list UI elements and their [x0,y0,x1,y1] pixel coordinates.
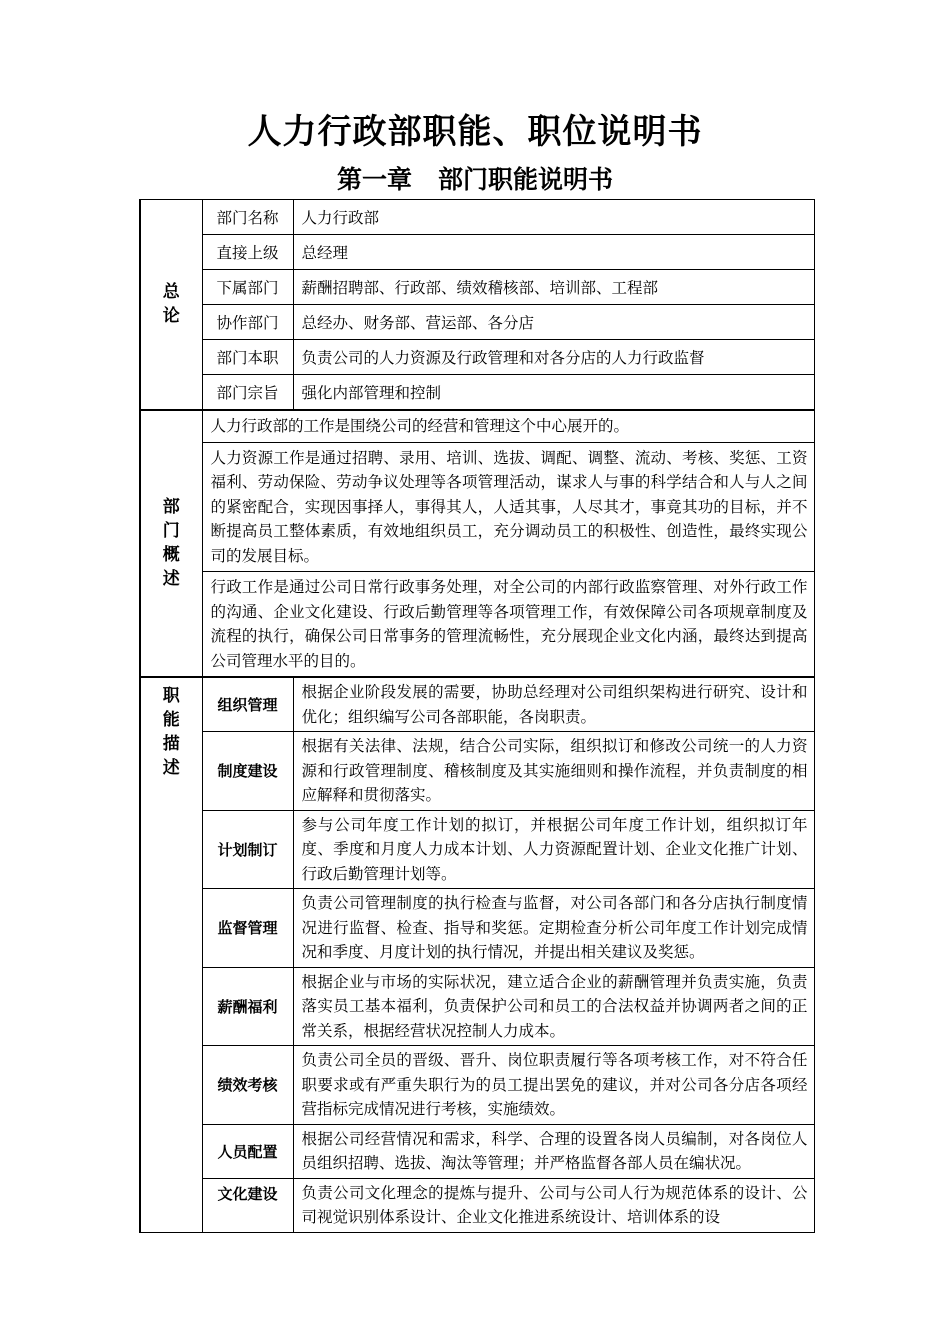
overview-paragraph: 人力行政部的工作是围绕公司的经营和管理这个中心展开的。 [202,410,814,442]
function-name: 组织管理 [202,677,293,732]
section-general-label: 总论 [140,200,202,411]
function-description: 参与公司年度工作计划的拟订，并根据公司年度工作计划，组织拟订年度、季度和月度人力成本计划、人力资源配置计划、企业文化推广计划、行政后勤管理计划等。 [293,810,814,889]
function-name: 人员配置 [202,1124,293,1178]
field-value: 负责公司的人力资源及行政管理和对各分店的人力行政监督 [293,340,814,375]
field-label: 部门本职 [202,340,293,375]
field-value: 薪酬招聘部、行政部、绩效稽核部、培训部、工程部 [293,270,814,305]
table-row [140,732,814,811]
table-row [140,270,814,305]
field-label: 协作部门 [202,305,293,340]
section-functions-label: 职能描述 [140,677,202,1232]
function-name: 文化建设 [202,1178,293,1232]
chapter-title: 部门职能说明书 [438,165,614,194]
field-value: 总经办、财务部、营运部、各分店 [293,305,814,340]
function-description: 根据公司经营情况和需求，科学、合理的设置各岗人员编制，对各岗位人员组织招聘、选拔、淘汰等管理；并严格监督各部人员在编状况。 [293,1124,814,1178]
table-row [140,1046,814,1125]
field-value: 强化内部管理和控制 [293,375,814,411]
table-row [140,1124,814,1178]
function-description: 根据企业与市场的实际状况，建立适合企业的薪酬管理并负责实施，负责落实员工基本福利，负责保护公司和员工的合法权益并协调两者之间的正常关系，根据经营状况控制人力成本。 [293,967,814,1046]
table-row [140,810,814,889]
function-name: 绩效考核 [202,1046,293,1125]
overview-paragraph: 行政工作是通过公司日常行政事务处理，对全公司的内部行政监察管理、对外行政工作的沟通、企业文化建设、行政后勤管理等各项管理工作，有效保障公司各项规章制度及流程的执行，确保公司日常事务的管理流畅性，充分展现企业文化内涵，最终达到提高公司管理水平的目的。 [202,572,814,678]
chapter-number: 第一章 [336,165,412,194]
function-name: 制度建设 [202,732,293,811]
field-label: 部门宗旨 [202,375,293,411]
table-row [140,235,814,270]
overview-paragraph: 人力资源工作是通过招聘、录用、培训、选拔、调配、调整、流动、考核、奖惩、工资福利、劳动保险、劳动争议处理等各项管理活动，谋求人与事的科学结合和人与人之间的紧密配合，实现因事择人，事得其人，人适其事，人尽其才，事竟其功的目标，并不断提高员工整体素质，有效地组织员工，充分调动员工的积极性、创造性，最终实现公司的发展目标。 [202,442,814,572]
function-description: 根据有关法律、法规，结合公司实际，组织拟订和修改公司统一的人力资源和行政管理制度、稽核制度及其实施细则和操作流程，并负责制度的相应解释和贯彻落实。 [293,732,814,811]
function-name: 监督管理 [202,889,293,968]
table-row [140,200,814,235]
field-value: 总经理 [293,235,814,270]
table-row [140,375,814,411]
table-row [140,410,814,442]
field-label: 部门名称 [202,200,293,235]
department-function-table [139,199,815,1233]
chapter-heading [0,160,950,196]
field-label: 下属部门 [202,270,293,305]
document-title: 人力行政部职能、职位说明书 [247,112,703,152]
function-description: 负责公司文化理念的提炼与提升、公司与公司人行为规范体系的设计、公司视觉识别体系设计、企业文化推进系统设计、培训体系的设 [293,1178,814,1232]
table-row [140,677,814,732]
table-row [140,572,814,678]
function-name: 计划制订 [202,810,293,889]
table-row [140,442,814,572]
function-description: 负责公司管理制度的执行检查与监督，对公司各部门和各分店执行制度情况进行监督、检查、指导和奖惩。定期检查分析公司年度工作计划完成情况和季度、月度计划的执行情况，并提出相关建议及奖惩。 [293,889,814,968]
field-value: 人力行政部 [293,200,814,235]
section-overview-label: 部门概述 [140,410,202,677]
table-row [140,340,814,375]
function-description: 负责公司全员的晋级、晋升、岗位职责履行等各项考核工作，对不符合任职要求或有严重失职行为的员工提出罢免的建议，并对公司各分店各项经营指标完成情况进行考核，实施绩效。 [293,1046,814,1125]
table-row [140,967,814,1046]
table-row [140,305,814,340]
function-description: 根据企业阶段发展的需要，协助总经理对公司组织架构进行研究、设计和优化；组织编写公司各部职能，各岗职责。 [293,677,814,732]
function-name: 薪酬福利 [202,967,293,1046]
table-row [140,1178,814,1232]
table-row [140,889,814,968]
field-label: 直接上级 [202,235,293,270]
